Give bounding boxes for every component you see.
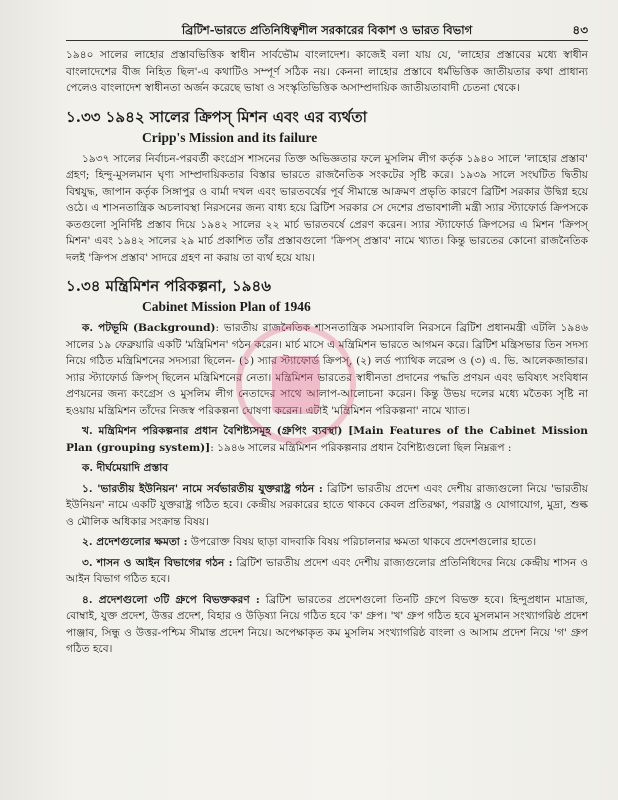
running-header <box>66 20 588 41</box>
list-item <box>66 555 588 588</box>
item-text: ব্রিটিশ ভারতীয় প্রদেশ এবং দেশীয় রাজ্যগুলো নিয়ে 'ভারতীয় ইউনিয়ন' নামে একটি যুক্তরাষ্ট্র গঠিত হবে। কেন্দ্রীয় সরকারের হাতে থাকবে কেবল প্রতিরক্ষা, পররাষ্ট্র ও যোগাযোগ, মুদ্রা, শুল্ক ও মৌলিক অধিকার সংক্রান্ত বিষয়। <box>66 482 589 528</box>
features-paragraph <box>66 423 588 456</box>
item-text: ব্রিটিশ ভারতের প্রদেশগুলো তিনটি গ্রুপে বিভক্ত হবে। হিন্দুপ্রধান মাদ্রাজ, বোম্বাই, যুক্ত প্রদেশ, উত্তর প্রদেশ, বিহার ও উড়িষ্যা নিয়ে গঠিত হবে 'ক' গ্রুপ। 'খ' গ্রুপ গঠিত হবে মুসলমান সংখ্যাগরিষ্ঠ প্রদেশ পাঞ্জাব, সিন্ধু ও উত্তর-পশ্চিম সীমান্ত প্রদেশ নিয়ে। অপেক্ষাকৃত কম মুসলিম সংখ্যাগরিষ্ঠ বাংলা ও আসাম প্রদেশ নিয়ে 'গ' গ্রুপ গঠিত হবে। <box>66 593 588 655</box>
list-item <box>66 481 588 531</box>
background-text: : ভারতীয় রাজনৈতিক শাসনতান্ত্রিক সমস্যাবলি নিরসনে ব্রিটিশ প্রধানমন্ত্রী এটলি ১৯৪৬ সালের ১৯ ফেব্রুয়ারি একটি 'মন্ত্রিমিশন' গঠন করেন। মার্চ মাসে এ মন্ত্রিমিশন ভারতে আগমন করে। ব্রিটিশ মন্ত্রিসভার তিন সদস্য নিয়ে গঠিত মন্ত্রিমিশনের সদস্যরা ছিলেন- (১) স্যার স্ট্যাফোর্ড ক্রিপস্, (২) লর্ড প্যাথিক লরেন্স ও (৩) এ. ভি. আলেকজান্ডার। স্যার স্ট্যাফোর্ড ক্রিপস্ ছিলেন মন্ত্রিমিশনের নেতা। মন্ত্রিমিশন ভারতের স্বাধীনতা প্রদানের পদ্ধতি প্রণয়ন এবং ভবিষ্যৎ সংবিধান প্রণয়নের জন্য কংগ্রেস ও মুসলিম লীগ নেতাদের সাথে আলাপ-আলোচনা করেন। কিন্তু উভয় দলের মধ্যে মতৈক্য সৃষ্টি না হওয়ায় মন্ত্রিমিশন তাঁদের নিজস্ব পরিকল্পনা ঘোষণা করেন। এটাই 'মন্ত্রিমিশন পরিকল্পনা' নামে খ্যাত। <box>66 322 588 417</box>
running-title: ব্রিটিশ-ভারতে প্রতিনিধিত্বশীল সরকারের বিকাশ ও ভারত বিভাগ <box>181 23 473 37</box>
long-term-heading: ক. দীর্ঘমেয়াদি প্রস্তাব <box>82 462 169 474</box>
section-133-body: ১৯৩৭ সালের নির্বাচন-পরবর্তী কংগ্রেস শাসনের তিক্ত অভিজ্ঞতার ফলে মুসলিম লীগ কর্তৃক ১৯৪০ সালে 'লাহোর প্রস্তাব' গ্রহণ; হিন্দু-মুসলমান ঘৃণ্য সাম্প্রদায়িকতার বিস্তার ভারতে রাজনৈতিক সংকটের সৃষ্টি করে। ১৯৩৯ সালে সংঘটিত দ্বিতীয় বিশ্বযুদ্ধ, জাপান কর্তৃক সিঙ্গাপুর ও বার্মা দখল এবং ভারতবর্ষের পূর্ব সীমান্তে আক্রমণ প্রভৃতি কারণে ব্রিটিশ সরকার উদ্বিগ্ন হয়ে ওঠে। এ শাসনতান্ত্রিক অচলাবস্থা নিরসনের জন্য বাধ্য হয়ে ব্রিটিশ সরকার সে দেশের প্রভাবশালী মন্ত্রী স্যার স্ট্যাফোর্ড ক্রিপসকে কতগুলো সুনির্দিষ্ট প্রস্তাব দিয়ে ১৯৪২ সালের ২২ মার্চ ভারতবর্ষে প্রেরণ করেন। স্যার স্ট্যাফোর্ড ক্রিপসের এ মিশন 'ক্রিপস্ মিশন' এবং ১৯৪২ সালের ২৯ মার্চ প্রকাশিত তাঁর প্রস্তাবগুলো 'ক্রিপস্ প্রস্তাব' নামে খ্যাত। কিন্তু ভারতের কোনো রাজনৈতিক দলই 'ক্রিপস প্রস্তাব' সাদরে গ্রহণ না করায় তা ব্যর্থ হয়ে যায়। <box>66 152 588 264</box>
section-134-subtitle: Cabinet Mission Plan of 1946 <box>142 299 311 314</box>
features-text: : ১৯৪৬ সালের মন্ত্রিমিশন পরিকল্পনার প্রধান বৈশিষ্ট্যগুলো ছিল নিম্নরূপ : <box>210 441 512 454</box>
item-label: ৪. প্রদেশগুলো ৩টি গ্রুপে বিভক্তকরণ : <box>82 593 260 606</box>
list-item <box>66 534 588 551</box>
section-134-title: ১.৩৪ মন্ত্রিমিশন পরিকল্পনা, ১৯৪৬ <box>66 277 271 295</box>
item-label: ৩. শাসন ও আইন বিভাগের গঠন : <box>82 556 233 569</box>
section-133-title: ১.৩৩ ১৯৪২ সালের ক্রিপস্ মিশন এবং এর ব্যর্থতা <box>66 107 367 126</box>
item-label: ২. প্রদেশগুলোর ক্ষমতা : <box>82 536 188 548</box>
features-label: খ. মন্ত্রিমিশন পরিকল্পনার প্রধান বৈশিষ্ট্যসমূহ (গ্রুপিং ব্যবস্থা) [Main Features of the Cabinet Mission Plan (grouping system)] <box>66 425 588 454</box>
section-133-subtitle: Cripp's Mission and its failure <box>142 129 318 145</box>
list-item <box>66 592 588 658</box>
intro-paragraph: ১৯৪০ সালের লাহোর প্রস্তাবভিত্তিক স্বাধীন সার্বভৌম বাংলাদেশ। কাজেই বলা যায় যে, 'লাহোর প্রস্তাবের মধ্যে স্বাধীন বাংলাদেশের বীজ নিহিত ছিল'-এ কথাটিও সম্পূর্ণ সঠিক নয়। কেননা লাহোর প্রস্তাবে ধর্মভিত্তিক জাতীয়তার কথা প্রাধান্য পেলেও বাংলাদেশ স্বাধীনতা অর্জন করেছে ভাষা ও সংস্কৃতিভিত্তিক অসাম্প্রদায়িক জাতীয়তাবাদী চেতনা থেকে। <box>66 49 588 94</box>
background-paragraph <box>66 320 588 419</box>
item-text: উপরোক্ত বিষয় ছাড়া বাদবাকি বিষয় পরিচালনার ক্ষমতা থাকবে প্রদেশগুলোর হাতে। <box>190 536 537 548</box>
page-number: ৪৩ <box>572 23 588 37</box>
background-label: ক. পটভূমি (Background) <box>82 322 216 334</box>
item-label: ১. 'ভারতীয় ইউনিয়ন' নামে সর্বভারতীয় যুক্তরাষ্ট্র গঠন : <box>82 482 323 495</box>
item-text: ব্রিটিশ ভারতীয় প্রদেশ এবং দেশীয় রাজ্যগুলোর প্রতিনিধিদের নিয়ে কেন্দ্রীয় শাসন ও আইন বিভাগ গঠিত হবে। <box>66 556 588 585</box>
